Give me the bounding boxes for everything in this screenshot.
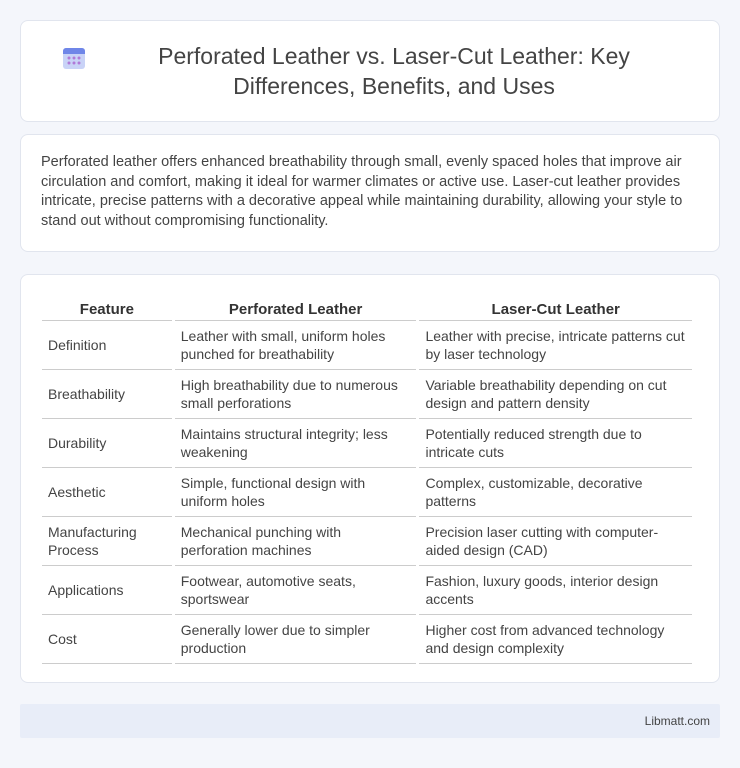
table-row <box>42 321 692 370</box>
comparison-card <box>20 274 720 683</box>
table-row <box>42 615 692 664</box>
column-header-laser-cut: Laser-Cut Leather <box>419 295 692 321</box>
feature-cell: Durability <box>42 419 172 468</box>
laser-cut-cell: Fashion, luxury goods, interior design accents <box>419 566 692 615</box>
laser-cut-cell: Precision laser cutting with computer-aided design (CAD) <box>419 517 692 566</box>
table-header-row <box>42 295 692 321</box>
laser-cut-cell: Leather with precise, intricate patterns cut by laser technology <box>419 321 692 370</box>
perforated-cell: Maintains structural integrity; less weakening <box>175 419 417 468</box>
table-row <box>42 419 692 468</box>
calendar-icon <box>61 45 87 71</box>
table-row <box>42 517 692 566</box>
feature-cell: Cost <box>42 615 172 664</box>
footer-site-link[interactable]: Libmatt.com <box>644 714 710 728</box>
table-row <box>42 566 692 615</box>
column-header-perforated: Perforated Leather <box>175 295 417 321</box>
feature-cell: Applications <box>42 566 172 615</box>
footer <box>20 704 720 738</box>
feature-cell: Breathability <box>42 370 172 419</box>
perforated-cell: High breathability due to numerous small perforations <box>175 370 417 419</box>
intro-card <box>20 134 720 252</box>
table-row <box>42 468 692 517</box>
feature-cell: Aesthetic <box>42 468 172 517</box>
perforated-cell: Leather with small, uniform holes punched for breathability <box>175 321 417 370</box>
title-wrap <box>61 41 679 101</box>
feature-cell: Definition <box>42 321 172 370</box>
laser-cut-cell: Potentially reduced strength due to intricate cuts <box>419 419 692 468</box>
perforated-cell: Footwear, automotive seats, sportswear <box>175 566 417 615</box>
laser-cut-cell: Complex, customizable, decorative patterns <box>419 468 692 517</box>
perforated-cell: Mechanical punching with perforation machines <box>175 517 417 566</box>
page-title: Perforated Leather vs. Laser-Cut Leather: Key Differences, Benefits, and Uses <box>158 43 630 99</box>
laser-cut-cell: Higher cost from advanced technology and design complexity <box>419 615 692 664</box>
laser-cut-cell: Variable breathability depending on cut design and pattern density <box>419 370 692 419</box>
feature-cell: Manufacturing Process <box>42 517 172 566</box>
column-header-feature: Feature <box>42 295 172 321</box>
table-row <box>42 370 692 419</box>
intro-paragraph: Perforated leather offers enhanced breathability through small, evenly spaced holes that improve air circulation and comfort, making it ideal for warmer climates or active use. Laser-cut leather provides intricate, precise patterns with a decorative appeal while maintaining durability, allowing your style to stand out without compromising functionality. <box>41 154 683 229</box>
title-card <box>20 20 720 122</box>
perforated-cell: Simple, functional design with uniform holes <box>175 468 417 517</box>
comparison-table <box>39 295 695 664</box>
perforated-cell: Generally lower due to simpler production <box>175 615 417 664</box>
